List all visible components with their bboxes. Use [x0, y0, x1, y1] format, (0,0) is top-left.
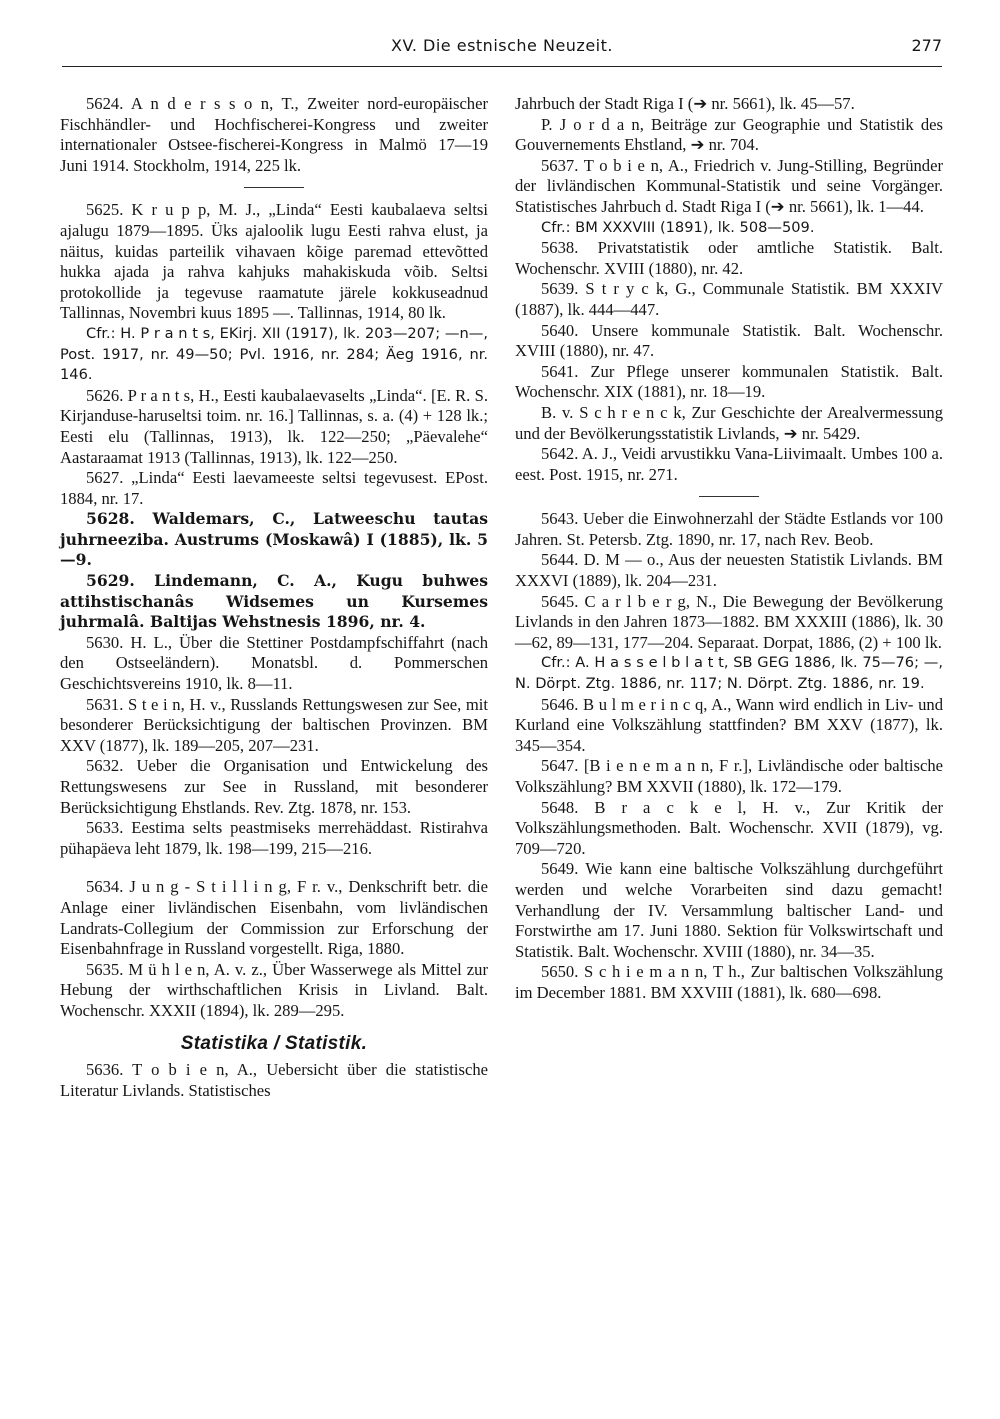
entry-5636: 5636. T o b i e n, A., Uebersicht über die statistische Literatur Livlands. Statistisches: [60, 1060, 488, 1100]
right-column: [515, 94, 943, 1004]
header-rule: [62, 66, 942, 67]
entry-5632: 5632. Ueber die Organisation und Entwickelung des Rettungswesens zur See in Russland, mit besonderer Berücksichtigung Ehstlands. Rev. Ztg. 1878, nr. 153.: [60, 756, 488, 817]
entry-5640: 5640. Unsere kommunale Statistik. Balt. Wochenschr. XVIII (1880), nr. 47.: [515, 320, 943, 361]
entry-5641: 5641. Zur Pflege unserer kommunalen Statistik. Balt. Wochenschr. XIX (1881), nr. 18—19.: [515, 361, 943, 402]
entry-5630: 5630. H. L., Über die Stettiner Postdampfschiffahrt (nach den Ostseeländern). Monatsbl. d. Pommerschen Geschichtsvereins 1910, lk. 8—11.: [60, 632, 488, 694]
running-header: [62, 36, 942, 66]
entry-5645: 5645. C a r l b e r g, N., Die Bewegung der Bevölkerung Livlands in den Jahren 1873—1882. BM XXXIII (1886), lk. 30—62, 89—131, 177—204. Separaat. Dorpat, 1886, (2) + 100 lk.: [515, 591, 943, 652]
entry-5633: 5633. Eestima selts peastmiseks merrehäddast. Ristirahva pühapäeva leht 1879, lk. 198—199, 215—216.: [60, 818, 488, 858]
entry-5650: 5650. S c h i e m a n n, T h., Zur baltischen Volkszählung im December 1881. BM XXVIII (1881), lk. 680—698.: [515, 962, 943, 1002]
entry-5627: 5627. „Linda“ Eesti laevameeste seltsi tegevusest. EPost. 1884, nr. 17.: [60, 468, 488, 508]
entry-5628: 5628. Waldemars, C., Latweeschu tautas juhrneeziba. Austrums (Moskawâ) I (1885), lk. 5—9.: [60, 509, 488, 570]
entry-cfr: Cfr.: A. H a s s e l b l a t t, SB GEG 1886, lk. 75—76; —, N. Dörpt. Ztg. 1886, nr. 117; N. Dörpt. Ztg. 1886, nr. 19.: [515, 654, 943, 693]
page-number: 277: [911, 36, 942, 55]
entry-5649: 5649. Wie kann eine baltische Volkszählung durchgeführt werden und welche Vorarbeiten sind dazu gemacht! Verhandlung der IV. Versammlung baltischer Land- und Forstwirthe am 17. Juni 1880. Sektion für Volkswirtschaft und Statistik. Balt. Wochenschr. XVIII (1880), nr. 34—35.: [515, 859, 943, 961]
running-title: XV. Die estnische Neuzeit.: [391, 36, 613, 55]
entry-schrenck: B. v. S c h r e n c k, Zur Geschichte der Arealvermessung und der Bevölkerungsstatistik Livlands, ➔ nr. 5429.: [515, 402, 943, 443]
entry-5624: 5624. A n d e r s s o n, T., Zweiter nord-europäischer Fischhändler- und Hochfischerei-Kongress und zweiter internationaler Ostsee-fischerei-Kongress in Malmö 17—19 Juni 1914. Stockholm, 1914, 225 lk.: [60, 94, 488, 175]
entry-5625: 5625. K r u p p, M. J., „Linda“ Eesti kaubalaeva seltsi ajalugu 1879—1895. Üks ajaloolik lugu Eesti rahva elust, ja näitus, kuidas parteilik vihavaen kõige paremad ettevõtted hukka ajada ja rahva kahjuks mahakiskuda võib. Seltsi protokollide ja tegevuse raamatute järele kokkuseadnud Tallinnas, Novembri kuus 1895 —. Tallinnas, 1914, 80 lk.: [60, 200, 488, 323]
entry-5629: 5629. Lindemann, C. A., Kugu buhwes attihstischanâs Widsemes un Kursemes juhrmalâ. Baltijas Wehstnesis 1896, nr. 4.: [60, 571, 488, 632]
entry-5636-continued: Jahrbuch der Stadt Riga I (➔ nr. 5661), lk. 45—57.: [515, 94, 855, 113]
entry-5646: 5646. B u l m e r i n c q, A., Wann wird endlich in Liv- und Kurland eine Volkszählung stattfinden? BM XXV (1877), lk. 345—354.: [515, 694, 943, 755]
entry-5637: 5637. T o b i e n, A., Friedrich v. Jung-Stilling, Begründer der livländischen Kommunal-Statistik und seine Vorgänger. Statistisches Jahrbuch d. Stadt Riga I (➔ nr. 5661), lk. 1—44.: [515, 155, 943, 216]
separator-rule: [244, 187, 304, 188]
entry-cfr: Cfr.: H. P r a n t s, EKirj. XII (1917), lk. 203—207; —n—, Post. 1917, nr. 49—50; Pvl. 1916, nr. 284; Äeg 1916, nr. 146.: [60, 324, 488, 384]
entry-5647: 5647. [B i e n e m a n n, F r.], Livländische oder baltische Volkszählung? BM XXVII (1880), lk. 172—179.: [515, 756, 943, 796]
entry-5639: 5639. S t r y c k, G., Communale Statistik. BM XXXIV (1887), lk. 444—447.: [515, 279, 943, 319]
entry-jordan: P. J o r d a n, Beiträge zur Geographie und Statistik des Gouvernements Ehstland, ➔ nr. 704.: [515, 114, 943, 155]
entry-5634: 5634. J u n g - S t i l l i n g, F r. v., Denkschrift betr. die Anlage einer livländischen Eisenbahn, vom livländischen Landrats-Collegium der Commission zur Erforschung der Eisenbahnfrage in Russland vorgestellt. Riga, 1880.: [60, 877, 488, 959]
entry-cfr: Cfr.: BM XXXVIII (1891), lk. 508—509.: [541, 218, 815, 236]
separator-rule: [699, 496, 759, 497]
section-heading: Statistika / Statistik.: [180, 1032, 368, 1054]
entry-5648: 5648. B r a c k e l, H. v., Zur Kritik der Volkszählungsmethoden. Balt. Wochenschr. XVII (1879), vg. 709—720.: [515, 797, 943, 858]
entry-5643: 5643. Ueber die Einwohnerzahl der Städte Estlands vor 100 Jahren. St. Petersb. Ztg. 1890, nr. 17, nach Rev. Beob.: [515, 509, 943, 549]
entry-5638: 5638. Privatstatistik oder amtliche Statistik. Balt. Wochenschr. XVIII (1880), nr. 42.: [515, 238, 943, 278]
left-column: [60, 94, 488, 1101]
entry-5631: 5631. S t e i n, H. v., Russlands Rettungswesen zur See, mit besonderer Berücksichtigung der baltischen Provinzen. BM XXV (1877), lk. 189—205, 207—231.: [60, 694, 488, 755]
entry-5635: 5635. M ü h l e n, A. v. z., Über Wasserwege als Mittel zur Hebung der wirthschaftlichen Krisis in Livland. Balt. Wochenschr. XXXII (1894), lk. 289—295.: [60, 959, 488, 1020]
entry-5642: 5642. A. J., Veidi arvustikku Vana-Liivimaalt. Umbes 100 a. eest. Post. 1915, nr. 271.: [515, 444, 943, 484]
entry-5626: 5626. P r a n t s, H., Eesti kaubalaevaselts „Linda“. [E. R. S. Kirjanduse-haruseltsi toim. nr. 16.] Tallinnas, s. a. (4) + 128 lk.; Eesti elu (Tallinnas, 1913), lk. 122—250; „Päevalehe“ Aastaraamat 1913 (Tallinnas, 1913), lk. 122—250.: [60, 385, 488, 467]
entry-5644: 5644. D. M — o., Aus der neuesten Statistik Livlands. BM XXXVI (1889), lk. 204—231.: [515, 550, 943, 591]
